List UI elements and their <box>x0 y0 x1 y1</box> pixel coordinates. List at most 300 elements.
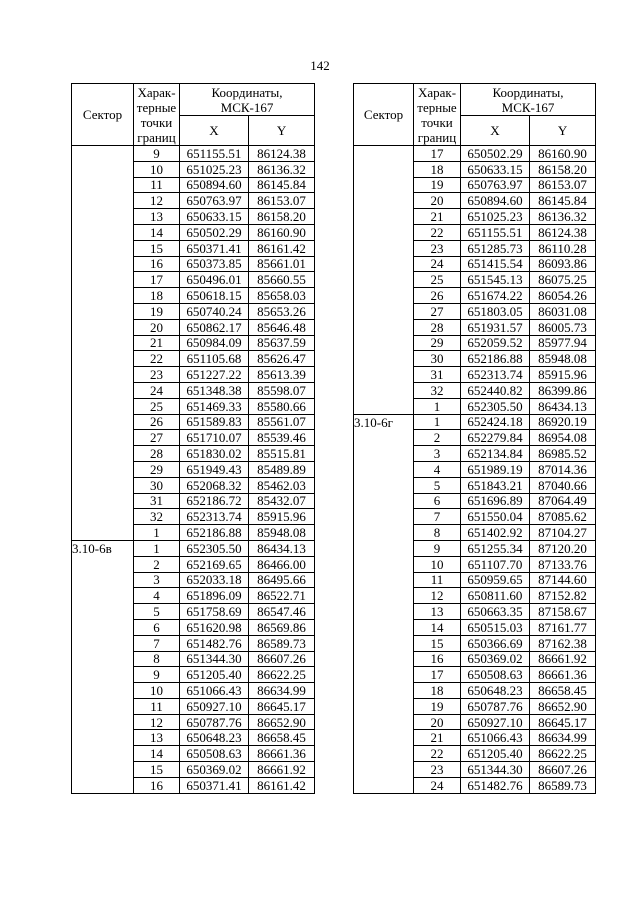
point-number-cell: 18 <box>134 288 180 304</box>
y-coordinate-cell: 86547.46 <box>249 604 315 620</box>
table-row <box>72 224 315 240</box>
point-number-cell: 11 <box>134 177 180 193</box>
table-row <box>354 540 596 556</box>
x-coordinate-cell: 650648.23 <box>461 683 530 699</box>
point-number-cell: 27 <box>414 303 461 319</box>
y-coordinate-cell: 85661.01 <box>249 256 315 272</box>
sector-cell <box>72 382 134 398</box>
sector-cell <box>354 588 414 604</box>
sector-cell <box>354 319 414 335</box>
table-row <box>72 556 315 572</box>
table-row <box>354 414 596 430</box>
sector-cell <box>354 619 414 635</box>
table-row <box>72 746 315 762</box>
x-coordinate-cell: 650633.15 <box>180 209 249 225</box>
x-coordinate-cell: 651696.89 <box>461 493 530 509</box>
x-coordinate-cell: 651482.76 <box>180 635 249 651</box>
sector-cell <box>72 619 134 635</box>
sector-cell <box>72 588 134 604</box>
table-row <box>354 588 596 604</box>
sector-cell <box>354 146 414 162</box>
y-coordinate-cell: 86434.13 <box>249 540 315 556</box>
point-number-cell: 30 <box>414 351 461 367</box>
sector-cell <box>72 777 134 793</box>
x-coordinate-cell: 650763.97 <box>180 193 249 209</box>
table-row <box>354 256 596 272</box>
x-coordinate-cell: 651469.33 <box>180 398 249 414</box>
y-coordinate-cell: 87104.27 <box>530 525 596 541</box>
y-coordinate-cell: 86054.26 <box>530 288 596 304</box>
x-coordinate-cell: 650663.35 <box>461 604 530 620</box>
table-row <box>354 635 596 651</box>
sector-cell <box>72 667 134 683</box>
sector-cell <box>354 714 414 730</box>
point-number-cell: 25 <box>414 272 461 288</box>
x-coordinate-cell: 650959.65 <box>461 572 530 588</box>
y-coordinate-cell: 86160.90 <box>530 146 596 162</box>
table-row <box>354 272 596 288</box>
point-number-cell: 21 <box>134 335 180 351</box>
sector-cell <box>72 209 134 225</box>
sector-cell <box>354 367 414 383</box>
x-coordinate-cell: 651482.76 <box>461 777 530 793</box>
table-row <box>72 730 315 746</box>
x-coordinate-cell: 650648.23 <box>180 730 249 746</box>
point-number-cell: 10 <box>414 556 461 572</box>
sector-cell <box>354 209 414 225</box>
point-number-cell: 2 <box>134 556 180 572</box>
sector-cell <box>354 161 414 177</box>
sector-cell <box>72 224 134 240</box>
x-coordinate-cell: 650894.60 <box>180 177 249 193</box>
y-coordinate-cell: 87162.38 <box>530 635 596 651</box>
sector-cell <box>72 762 134 778</box>
y-coordinate-cell: 86522.71 <box>249 588 315 604</box>
table-row <box>72 572 315 588</box>
x-coordinate-cell: 652440.82 <box>461 382 530 398</box>
sector-cell <box>354 777 414 793</box>
y-coordinate-cell: 86075.25 <box>530 272 596 288</box>
y-coordinate-cell: 86634.99 <box>530 730 596 746</box>
x-coordinate-cell: 652313.74 <box>461 367 530 383</box>
point-number-cell: 24 <box>414 777 461 793</box>
y-coordinate-cell: 87120.20 <box>530 540 596 556</box>
x-coordinate-cell: 650502.29 <box>461 146 530 162</box>
y-coordinate-cell: 86158.20 <box>530 161 596 177</box>
sector-cell <box>72 746 134 762</box>
point-number-cell: 17 <box>414 667 461 683</box>
sector-cell <box>354 351 414 367</box>
table-row <box>72 525 315 541</box>
x-coordinate-cell: 650373.85 <box>180 256 249 272</box>
x-coordinate-cell: 650763.97 <box>461 177 530 193</box>
sector-cell <box>72 367 134 383</box>
table-row <box>354 193 596 209</box>
point-number-cell: 9 <box>134 146 180 162</box>
point-number-cell: 15 <box>134 240 180 256</box>
table-row <box>72 777 315 793</box>
table-row <box>72 698 315 714</box>
y-coordinate-cell: 86434.13 <box>530 398 596 414</box>
sector-cell <box>354 698 414 714</box>
sector-cell <box>354 303 414 319</box>
y-coordinate-cell: 85977.94 <box>530 335 596 351</box>
point-number-cell: 9 <box>414 540 461 556</box>
sector-cell <box>72 477 134 493</box>
point-number-cell: 31 <box>414 367 461 383</box>
y-coordinate-cell: 86652.90 <box>249 714 315 730</box>
table-row <box>354 319 596 335</box>
sector-cell <box>72 303 134 319</box>
point-number-cell: 13 <box>134 209 180 225</box>
point-number-cell: 13 <box>134 730 180 746</box>
point-number-cell: 17 <box>134 272 180 288</box>
point-number-cell: 5 <box>414 477 461 493</box>
table-row <box>72 588 315 604</box>
point-number-cell: 32 <box>134 509 180 525</box>
y-coordinate-cell: 86658.45 <box>530 683 596 699</box>
x-coordinate-cell: 650371.41 <box>180 777 249 793</box>
x-coordinate-cell: 650787.76 <box>180 714 249 730</box>
point-number-cell: 24 <box>414 256 461 272</box>
table-row <box>72 604 315 620</box>
table-body-left <box>72 146 315 794</box>
y-coordinate-cell: 86645.17 <box>530 714 596 730</box>
x-coordinate-cell: 650515.03 <box>461 619 530 635</box>
table-row <box>72 303 315 319</box>
table-row <box>72 146 315 162</box>
point-number-cell: 24 <box>134 382 180 398</box>
x-coordinate-cell: 651025.23 <box>180 161 249 177</box>
sector-cell <box>72 714 134 730</box>
point-number-cell: 21 <box>414 209 461 225</box>
sector-cell <box>72 240 134 256</box>
y-coordinate-cell: 85598.07 <box>249 382 315 398</box>
x-coordinate-cell: 650508.63 <box>461 667 530 683</box>
x-coordinate-cell: 650366.69 <box>461 635 530 651</box>
point-number-cell: 20 <box>414 714 461 730</box>
y-coordinate-cell: 86153.07 <box>249 193 315 209</box>
point-number-cell: 22 <box>414 746 461 762</box>
table-row <box>72 477 315 493</box>
y-coordinate-cell: 86161.42 <box>249 240 315 256</box>
y-coordinate-cell: 86466.00 <box>249 556 315 572</box>
point-number-cell: 5 <box>134 604 180 620</box>
y-coordinate-cell: 85948.08 <box>249 525 315 541</box>
x-coordinate-cell: 651348.38 <box>180 382 249 398</box>
y-coordinate-cell: 86160.90 <box>249 224 315 240</box>
point-number-cell: 13 <box>414 604 461 620</box>
table-row <box>354 240 596 256</box>
sector-cell <box>354 667 414 683</box>
table-row <box>354 619 596 635</box>
y-coordinate-cell: 86985.52 <box>530 446 596 462</box>
sector-cell <box>354 193 414 209</box>
sector-cell <box>72 319 134 335</box>
sector-cell <box>72 556 134 572</box>
y-coordinate-cell: 85658.03 <box>249 288 315 304</box>
sector-cell <box>354 540 414 556</box>
x-coordinate-cell: 651989.19 <box>461 461 530 477</box>
point-number-cell: 21 <box>414 730 461 746</box>
table-row <box>354 446 596 462</box>
x-coordinate-cell: 651589.83 <box>180 414 249 430</box>
x-coordinate-cell: 650633.15 <box>461 161 530 177</box>
x-coordinate-cell: 651205.40 <box>180 667 249 683</box>
table-row <box>72 193 315 209</box>
table-row <box>354 430 596 446</box>
x-coordinate-cell: 650369.02 <box>180 762 249 778</box>
sector-cell <box>354 256 414 272</box>
table-row <box>72 240 315 256</box>
x-coordinate-cell: 652424.18 <box>461 414 530 430</box>
table-row <box>72 351 315 367</box>
x-coordinate-cell: 651285.73 <box>461 240 530 256</box>
point-number-cell: 6 <box>414 493 461 509</box>
x-coordinate-cell: 652186.88 <box>461 351 530 367</box>
sector-cell <box>72 335 134 351</box>
sector-cell <box>72 698 134 714</box>
table-row <box>72 540 315 556</box>
table-row <box>72 272 315 288</box>
point-number-cell: 8 <box>134 651 180 667</box>
x-coordinate-cell: 650984.09 <box>180 335 249 351</box>
x-coordinate-cell: 651710.07 <box>180 430 249 446</box>
point-number-cell: 17 <box>414 146 461 162</box>
sector-cell <box>354 604 414 620</box>
x-coordinate-cell: 651227.22 <box>180 367 249 383</box>
sector-cell <box>354 509 414 525</box>
point-number-cell: 20 <box>134 319 180 335</box>
table-row <box>354 224 596 240</box>
x-coordinate-cell: 651896.09 <box>180 588 249 604</box>
sector-cell <box>354 477 414 493</box>
table-row <box>72 256 315 272</box>
point-number-cell: 1 <box>414 414 461 430</box>
sector-cell: 3.10-6г <box>354 414 414 430</box>
x-coordinate-cell: 651402.92 <box>461 525 530 541</box>
point-number-cell: 16 <box>134 256 180 272</box>
x-coordinate-cell: 651620.98 <box>180 619 249 635</box>
point-number-cell: 4 <box>414 461 461 477</box>
point-number-cell: 1 <box>134 540 180 556</box>
table-row <box>354 651 596 667</box>
y-coordinate-cell: 85432.07 <box>249 493 315 509</box>
x-coordinate-cell: 651949.43 <box>180 461 249 477</box>
header-x: X <box>180 116 249 146</box>
sector-cell <box>72 256 134 272</box>
table-row <box>354 667 596 683</box>
table-row <box>354 762 596 778</box>
table-body-right <box>354 146 596 794</box>
point-number-cell: 31 <box>134 493 180 509</box>
x-coordinate-cell: 650894.60 <box>461 193 530 209</box>
point-number-cell: 10 <box>134 161 180 177</box>
sector-cell <box>72 461 134 477</box>
x-coordinate-cell: 651155.51 <box>180 146 249 162</box>
sector-cell <box>354 683 414 699</box>
point-number-cell: 14 <box>134 746 180 762</box>
y-coordinate-cell: 86110.28 <box>530 240 596 256</box>
header-boundary-points: Харак- терные точки границ <box>414 84 461 146</box>
y-coordinate-cell: 85948.08 <box>530 351 596 367</box>
table-row <box>72 635 315 651</box>
point-number-cell: 25 <box>134 398 180 414</box>
table-row <box>72 446 315 462</box>
y-coordinate-cell: 86954.08 <box>530 430 596 446</box>
point-number-cell: 7 <box>134 635 180 651</box>
point-number-cell: 12 <box>134 714 180 730</box>
point-number-cell: 22 <box>134 351 180 367</box>
header-sector: Сектор <box>72 84 134 146</box>
y-coordinate-cell: 85561.07 <box>249 414 315 430</box>
sector-cell <box>354 398 414 414</box>
point-number-cell: 8 <box>414 525 461 541</box>
x-coordinate-cell: 651066.43 <box>180 683 249 699</box>
header-coordinates: Координаты, МСК-167 <box>461 84 596 116</box>
table-row <box>72 651 315 667</box>
y-coordinate-cell: 87161.77 <box>530 619 596 635</box>
table-row <box>354 177 596 193</box>
y-coordinate-cell: 87085.62 <box>530 509 596 525</box>
header-coordinates: Координаты, МСК-167 <box>180 84 315 116</box>
sector-cell <box>72 351 134 367</box>
coordinates-table-left <box>71 83 315 794</box>
y-coordinate-cell: 85915.96 <box>530 367 596 383</box>
point-number-cell: 20 <box>414 193 461 209</box>
sector-cell <box>354 177 414 193</box>
x-coordinate-cell: 650787.76 <box>461 698 530 714</box>
point-number-cell: 1 <box>414 398 461 414</box>
sector-cell <box>72 414 134 430</box>
x-coordinate-cell: 651545.13 <box>461 272 530 288</box>
point-number-cell: 14 <box>134 224 180 240</box>
table-row <box>354 351 596 367</box>
sector-cell <box>354 335 414 351</box>
y-coordinate-cell: 85462.03 <box>249 477 315 493</box>
x-coordinate-cell: 650502.29 <box>180 224 249 240</box>
x-coordinate-cell: 651107.70 <box>461 556 530 572</box>
y-coordinate-cell: 86658.45 <box>249 730 315 746</box>
x-coordinate-cell: 651155.51 <box>461 224 530 240</box>
point-number-cell: 28 <box>134 446 180 462</box>
y-coordinate-cell: 86607.26 <box>249 651 315 667</box>
y-coordinate-cell: 86158.20 <box>249 209 315 225</box>
y-coordinate-cell: 86399.86 <box>530 382 596 398</box>
x-coordinate-cell: 652279.84 <box>461 430 530 446</box>
table-row <box>354 493 596 509</box>
y-coordinate-cell: 86569.86 <box>249 619 315 635</box>
y-coordinate-cell: 86634.99 <box>249 683 315 699</box>
point-number-cell: 27 <box>134 430 180 446</box>
table-row <box>72 209 315 225</box>
x-coordinate-cell: 651415.54 <box>461 256 530 272</box>
table-row <box>72 382 315 398</box>
sector-cell <box>354 651 414 667</box>
table-row <box>72 667 315 683</box>
point-number-cell: 29 <box>414 335 461 351</box>
table-row <box>72 430 315 446</box>
point-number-cell: 19 <box>414 177 461 193</box>
sector-cell <box>354 572 414 588</box>
point-number-cell: 6 <box>134 619 180 635</box>
sector-cell <box>72 683 134 699</box>
point-number-cell: 16 <box>134 777 180 793</box>
table-row <box>354 161 596 177</box>
table-row <box>354 509 596 525</box>
y-coordinate-cell: 86622.25 <box>249 667 315 683</box>
table-row <box>354 303 596 319</box>
sector-cell <box>72 730 134 746</box>
y-coordinate-cell: 86145.84 <box>249 177 315 193</box>
y-coordinate-cell: 85539.46 <box>249 430 315 446</box>
table-row <box>354 477 596 493</box>
table-row <box>354 777 596 793</box>
x-coordinate-cell: 652059.52 <box>461 335 530 351</box>
sector-cell <box>354 635 414 651</box>
x-coordinate-cell: 651066.43 <box>461 730 530 746</box>
table-row <box>354 146 596 162</box>
y-coordinate-cell: 86645.17 <box>249 698 315 714</box>
sector-cell <box>72 635 134 651</box>
x-coordinate-cell: 652305.50 <box>461 398 530 414</box>
y-coordinate-cell: 86622.25 <box>530 746 596 762</box>
table-row <box>354 698 596 714</box>
y-coordinate-cell: 87133.76 <box>530 556 596 572</box>
table-row <box>72 335 315 351</box>
point-number-cell: 1 <box>134 525 180 541</box>
y-coordinate-cell: 85653.26 <box>249 303 315 319</box>
coordinates-table-right <box>353 83 596 794</box>
sector-cell <box>72 161 134 177</box>
y-coordinate-cell: 86661.92 <box>530 651 596 667</box>
y-coordinate-cell: 85580.66 <box>249 398 315 414</box>
y-coordinate-cell: 85489.89 <box>249 461 315 477</box>
y-coordinate-cell: 87152.82 <box>530 588 596 604</box>
header-y: Y <box>249 116 315 146</box>
x-coordinate-cell: 650371.41 <box>180 240 249 256</box>
sector-cell <box>354 730 414 746</box>
sector-cell <box>354 525 414 541</box>
table-row <box>72 161 315 177</box>
sector-cell <box>354 493 414 509</box>
table-row <box>354 604 596 620</box>
point-number-cell: 2 <box>414 430 461 446</box>
y-coordinate-cell: 87158.67 <box>530 604 596 620</box>
table-row <box>354 714 596 730</box>
y-coordinate-cell: 86161.42 <box>249 777 315 793</box>
table-row <box>72 683 315 699</box>
point-number-cell: 12 <box>414 588 461 604</box>
x-coordinate-cell: 650369.02 <box>461 651 530 667</box>
y-coordinate-cell: 87040.66 <box>530 477 596 493</box>
header-x: X <box>461 116 530 146</box>
sector-cell <box>72 651 134 667</box>
sector-cell <box>72 604 134 620</box>
table-row <box>72 762 315 778</box>
x-coordinate-cell: 651205.40 <box>461 746 530 762</box>
y-coordinate-cell: 87064.49 <box>530 493 596 509</box>
x-coordinate-cell: 651255.34 <box>461 540 530 556</box>
x-coordinate-cell: 652033.18 <box>180 572 249 588</box>
y-coordinate-cell: 86661.92 <box>249 762 315 778</box>
sector-cell <box>72 446 134 462</box>
table-row <box>72 398 315 414</box>
y-coordinate-cell: 86661.36 <box>249 746 315 762</box>
x-coordinate-cell: 651025.23 <box>461 209 530 225</box>
x-coordinate-cell: 651803.05 <box>461 303 530 319</box>
x-coordinate-cell: 651674.22 <box>461 288 530 304</box>
